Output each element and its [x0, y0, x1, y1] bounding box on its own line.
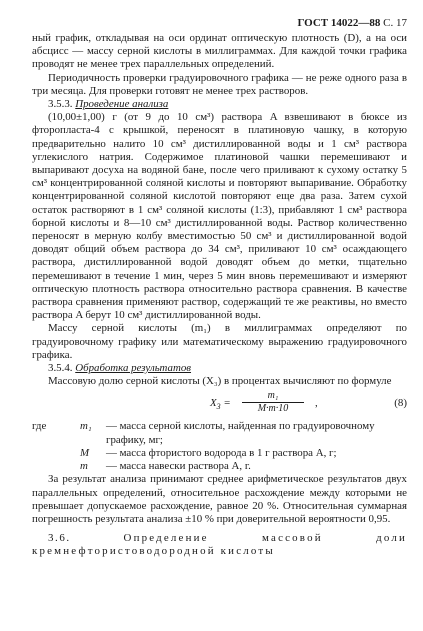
section-3-5-4-heading — [32, 362, 407, 375]
paragraph-acid-mass: Массу серной кислоты (m₁) в миллиграммах определяют по градуировочному графику или математическому выражению градуировочного графика. — [32, 322, 407, 361]
definition-symbol: m — [80, 460, 88, 473]
formula-comma: , — [315, 397, 318, 410]
definition-text: — масса навески раствора A, г. — [106, 460, 251, 473]
paragraph-result-accuracy: За результат анализа принимают среднее арифметическое результатов двух параллельных определений, относительное расхождение между которыми не превышает допускаемое расхождение, равное 20 %. Относительная суммарная погрешность результата анализа ±10 % при доверительной вероятности 0,95. — [32, 473, 407, 525]
paragraph-graph-check: Периодичность проверки градуировочного графика — не реже одного раза в три месяца. Для проверки готовят не менее трех растворов. — [32, 71, 407, 97]
formula-fraction — [242, 390, 304, 415]
section-number: 3.6. — [48, 532, 71, 545]
definition-text: — масса серной кислоты, найденная по градуировочному графику, мг; — [106, 420, 375, 446]
section-number: 3.5.4. — [48, 362, 73, 375]
variable-definitions — [32, 420, 407, 473]
section-title: Обработка результатов — [75, 362, 192, 375]
section-title: Определение массовой доли кремнефтористоводородной кислоты — [32, 532, 407, 558]
formula-lhs: $X_3$ = — [210, 397, 231, 412]
page-number: С. 17 — [383, 17, 407, 29]
formula-number: (8) — [394, 397, 407, 410]
definition-symbol: m₁ — [80, 420, 92, 433]
section-3-6-heading — [32, 532, 407, 558]
standard-number: ГОСТ 14022—88 — [297, 17, 381, 29]
definition-row — [32, 447, 407, 460]
formula-numerator: m₁ — [242, 390, 304, 403]
section-number: 3.5.3. — [48, 98, 73, 111]
paragraph-analysis-procedure: (10,00±1,00) г (от 9 до 10 см³) раствора A взвешивают в бюксе из фторопласта-4 с крышкой, переносят в платиновую чашку, в которую предварительно налито 10 см³ дистиллированной воды и 1 см³ раствора углекислого натрия. Содержимое платиновой чашки перемешивают и выпаривают досуха на водяной бане, после чего приливают к сухому остатку 5 см³ концентрированной соляной кислоты и повторяют выпаривание. Обработку концентрированной соляной кислотой повторяют еще два раза. Затем сухой остаток растворяют в 1 см³ соляной кислоты (1:3), прибавляют 1 см³ раствора борной кислоты и 8—10 см³ дистиллированной воды. Раствор количественно переносят в мерную колбу вместимостью 50 см³ и дистиллированной водой доводят общий объем раствора до 34 см³, приливают 10 см³ осаждающего раствора, дистиллированной водой доводят объем до метки, тщательно перемешивают в течение 1 мин, через 5 мин вновь перемешивают и измеряют оптическую плотность раствора относительно раствора сравнения. В качестве раствора сравнения применяют раствор, содержащий те же реактивы, но вместо раствора A берут 10 см³ дистиллированной воды. — [32, 111, 407, 322]
definition-text: — масса фтористого водорода в 1 г раствора A, г; — [106, 446, 337, 459]
section-3-5-3-heading — [32, 98, 407, 111]
formula-8 — [32, 390, 407, 416]
paragraph-formula-intro: Массовую долю серной кислоты (X₃) в процентах вычисляют по формуле — [48, 375, 392, 388]
section-title: Проведение анализа — [75, 98, 169, 111]
definition-symbol: M — [80, 446, 90, 459]
page-header — [32, 14, 407, 32]
formula-denominator: M·m·10 — [257, 403, 289, 415]
definition-row: где m₁ — масса серной кислоты, найденная по градуировочному графику, мг; — [32, 420, 407, 446]
definition-row — [32, 460, 407, 473]
paragraph-graph-construction: ный график, откладывая на оси ординат оптическую плотность (D), а на оси абсцисс — массу серной кислоты в миллиграммах. Для каждой точки графика проводят не менее трех параллельных определений. — [32, 32, 407, 71]
